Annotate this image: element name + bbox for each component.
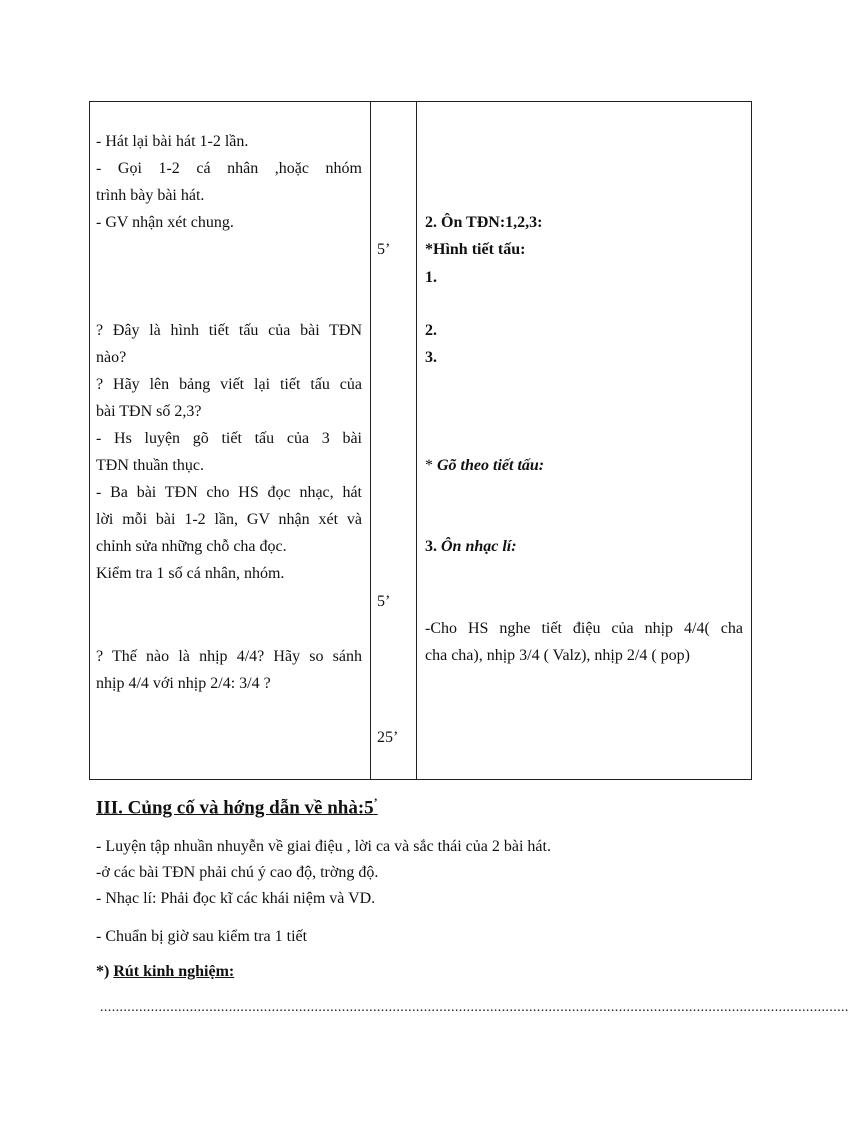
- tap-rhythm-prefix: *: [425, 457, 437, 474]
- duration-2: 5’: [377, 593, 391, 610]
- activity-line: trình bày bài hát.: [96, 187, 205, 204]
- on-tdn-heading: 2. Ôn TĐN:1,2,3:: [425, 214, 543, 231]
- activity-line: Kiểm tra 1 số cá nhân, nhóm.: [96, 565, 285, 582]
- activity-line: lời mỗi bài 1-2 lần, GV nhận xét và: [96, 511, 362, 528]
- activity-line: - Gọi 1-2 cá nhân ,hoặc nhóm: [96, 160, 362, 177]
- meter-listening-line: cha cha), nhịp 3/4 ( Valz), nhịp 2/4 ( pop): [425, 647, 690, 664]
- rhythm-item-2: 2.: [425, 322, 437, 339]
- section-heading: [96, 795, 378, 819]
- activity-line: TĐN thuần thục.: [96, 457, 204, 474]
- column-divider-2: [416, 102, 417, 779]
- tap-rhythm-heading: [425, 452, 544, 479]
- dotted-notes-line: ................................................................................................................................................................................................: [100, 1000, 849, 1015]
- experience-heading: [96, 963, 234, 981]
- experience-text: Rút kinh nghiệm:: [113, 963, 235, 980]
- tap-rhythm-text: Gõ theo tiết tấu:: [437, 457, 545, 474]
- section-heading-sup: ’: [373, 795, 378, 809]
- activity-line: - Ba bài TĐN cho HS đọc nhạc, hát: [96, 484, 362, 501]
- activity-line: - Hát lại bài hát 1-2 lần.: [96, 133, 249, 150]
- rhythm-item-1: 1.: [425, 269, 437, 286]
- homework-line: - Chuẩn bị giờ sau kiểm tra 1 tiết: [96, 928, 308, 945]
- activity-line: ? Hãy lên bảng viết lại tiết tấu của: [96, 376, 362, 393]
- music-theory-heading: [425, 533, 517, 560]
- activity-line: - Hs luyện gõ tiết tấu của 3 bài: [96, 430, 362, 447]
- music-theory-text: Ôn nhạc lí:: [441, 538, 517, 555]
- meter-listening-line: -Cho HS nghe tiết điệu của nhịp 4/4( cha: [425, 620, 743, 637]
- activity-line: chỉnh sửa những chỗ cha đọc.: [96, 538, 287, 555]
- activity-line: ? Thế nào là nhịp 4/4? Hãy so sánh: [96, 648, 362, 665]
- column-divider-1: [370, 102, 371, 779]
- music-theory-prefix: 3.: [425, 538, 441, 555]
- activity-line: ? Đây là hình tiết tấu của bài TĐN: [96, 322, 362, 339]
- activity-line: nhịp 4/4 với nhịp 2/4: 3/4 ?: [96, 675, 271, 692]
- section-heading-text: III. Củng cố và hớng dẫn về nhà:5: [96, 797, 374, 819]
- duration-1: 5’: [377, 241, 391, 258]
- rhythm-item-3: 3.: [425, 349, 437, 366]
- homework-line: -ở các bài TĐN phải chú ý cao độ, trờng độ.: [96, 864, 379, 881]
- activity-line: bài TĐN số 2,3?: [96, 403, 202, 420]
- homework-line: - Luyện tập nhuần nhuyễn về giai điệu , lời ca và sắc thái của 2 bài hát.: [96, 838, 551, 855]
- experience-prefix: *): [96, 963, 114, 980]
- activity-line: nào?: [96, 349, 127, 366]
- duration-3: 25’: [377, 729, 399, 746]
- rhythm-pattern-label: *Hình tiết tấu:: [425, 241, 526, 258]
- activity-line: - GV nhận xét chung.: [96, 214, 234, 231]
- homework-line: - Nhạc lí: Phải đọc kĩ các khái niệm và VD.: [96, 890, 376, 907]
